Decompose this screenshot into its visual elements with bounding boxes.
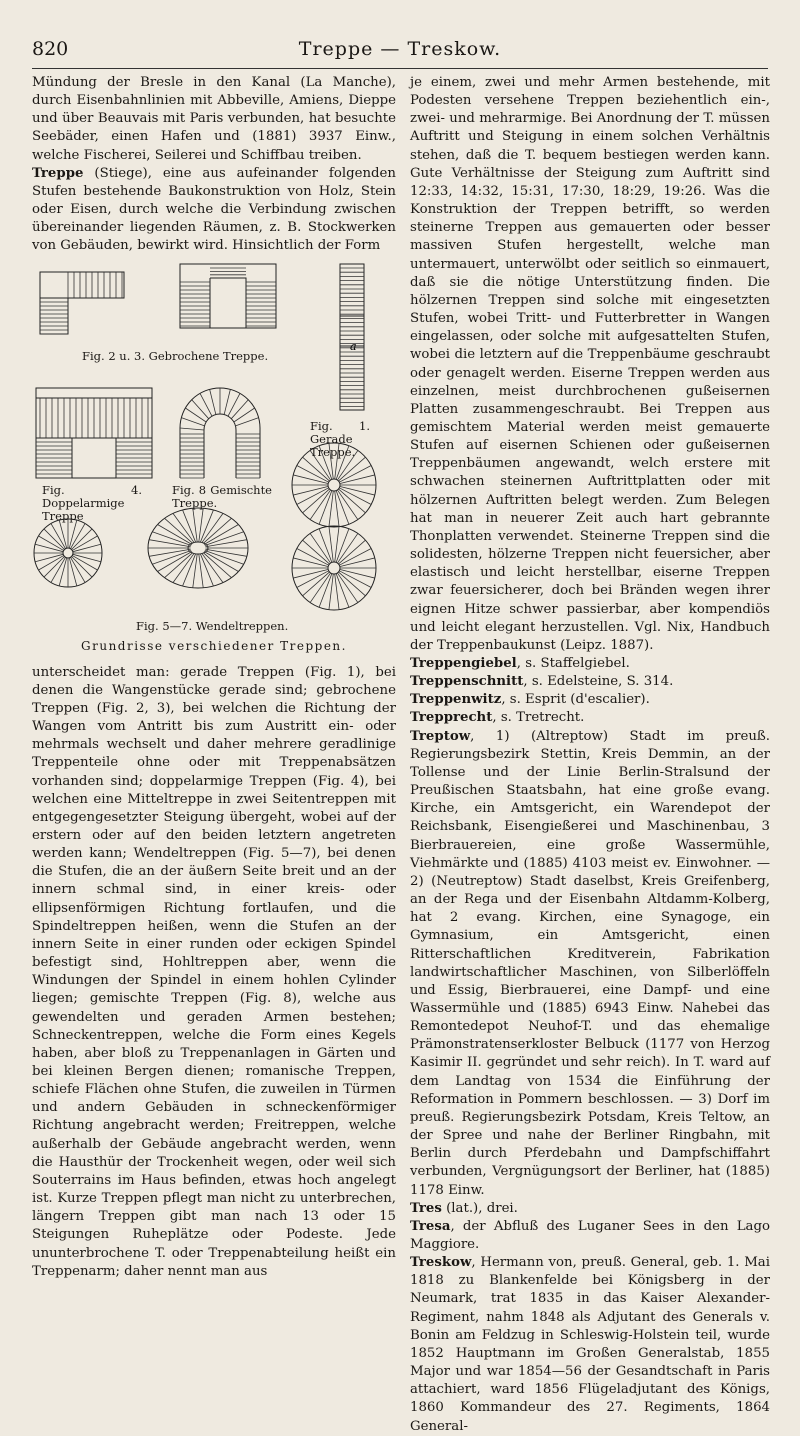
headword: Treppenwitz: [410, 692, 502, 708]
left-column: [32, 74, 396, 1281]
entry-treppe: [32, 165, 396, 256]
entry-text: , Hermann von, preuß. General, geb. 1. Mai 1818 zu Blankenfelde bei Königsberg in der Neumark, trat 1835 in das Kaiser Alexander-Regiment, nahm 1848 als Adjutant des Generals v. Bonin am Feldzug in Schleswig-Holstein teil, wurde 1852 Hauptmann im Großen Generalstab, 1855 Major und war 1854—56 der Gesandtschaft in Paris attachiert, ward 1856 Flügeladjutant des Königs, 1860 Kommandeur des 27. Regiments, 1864 General-: [410, 1255, 770, 1434]
header-rule: [32, 68, 768, 69]
paragraph: je einem, zwei und mehr Armen bestehende, mit Podesten versehene Treppen beziehentlich ein-, zwei- und mehrarmige. Bei Anordnung der T. müssen Auftritt und Steigung in einem solchen Verhältnis stehen, daß die T. bequem bestiegen werden kann. Gute Verhältnisse der Steigung zum Auftritt sind 12:33, 14:32, 15:31, 17:30, 18:29, 19:26. Was die Konstruktion der Treppen betrifft, so werden steinerne Treppen aus gemauerten oder besser massiven Stufen hergestellt, welche man untermauert, unterwölbt oder seitlich so einmauert, daß sie die nötige Unterstützung finden. Die hölzernen Treppen sind solche mit eingesetzten Stufen, wobei Tritt- und Futterbretter in Wangen eingelassen, oder solche mit aufgesattelten Stufen, wobei die letztern auf die Treppenbäume geschraubt oder genagelt werden. Eiserne Treppen werden aus einzelnen, meist durchbrochenen gußeisernen Platten zusammengeschraubt. Bei Treppen aus gemischtem Material werden meist gemauerte Stufen auf eisernen Schienen oder gußeisernen Treppenbäumen angewandt, welch erstere mit schwachen steinernen Auftrittplatten oder mit hölzernen Auftritten belegt werden. Zum Belegen hat man in neuerer Zeit auch hart gebrannte Thonplatten verwendet. Steinerne Treppen sind die solidesten, hölzerne Treppen nicht feuersicher, aber elastisch und leicht herstellbar, eiserne Treppen zwar feuersicherer, doch bei Bränden wegen ihrer eignen Hitze schwer passierbar, aber kompendiös und leicht elegant herzustellen. Vgl. Nix, Handbuch der Treppenbaukunst (Leipz. 1887).: [410, 75, 770, 653]
entry: [410, 1218, 770, 1254]
entry-text: , s. Tretrecht.: [492, 710, 585, 726]
entry: [410, 673, 770, 691]
right-column: [410, 74, 770, 1436]
caption-fig1: Fig. 1. Gerade Treppe.: [310, 418, 370, 459]
entry: [410, 1200, 770, 1218]
paragraph: unterscheidet man: gerade Treppen (Fig. 1), bei denen die Wangenstücke gerade sind; gebrochene Treppen (Fig. 2, 3), bei welchen die Richtung der Wangen vom Antritt bis zum Austritt ein- oder mehrmals wechselt und daher mehrere geradlinige Treppenteile ohne oder mit Treppenabsätzen vorhanden sind; doppelarmige Treppen (Fig. 4), bei welchen eine Mitteltreppe in zwei Seitentreppen mit entgegengesetzter Steigung übergeht, wobei auf der erstern oder auf den beiden letztern angetreten werden kann; Wendeltreppen (Fig. 5—7), bei denen die Stufen, die an der äußern Seite breit und an der innern schmal sind, in einer kreis- oder ellipsenförmigen Richtung fortlaufen, und die Spindeltreppen heißen, wenn die Stufen an der innern Seite in einer runden oder eckigen Spindel befestigt sind, Hohltreppen aber, wenn die Windungen der Spindel in einem hohlen Cylinder liegen; gemischte Treppen (Fig. 8), welche aus gewendelten und geraden Armen bestehen; Schneckentreppen, welche die Form eines Kegels haben, aber bloß zu Treppenanlagen in Gärten und bei kleinen Bergen dienen; romanische Treppen, schiefe Flächen ohne Stufen, die zuweilen in Türmen und andern Gebäuden in schneckenförmiger Richtung angebracht werden; Freitreppen, welche außerhalb der Gebäude angebracht werden, wenn die Hausthür der Trockenheit wegen, oder weil sich Souterrains im Haus befinden, etwas hoch angelegt ist. Kurze Treppen pflegt man nicht zu unterbrechen, längern Treppen gibt man nach 13 oder 15 Steigungen Ruheplätze oder Podeste. Jede ununterbrochene T. oder Treppenabteilung heißt ein Treppenarm; daher nennt man aus: [32, 664, 396, 1279]
headword: Treskow: [410, 1255, 472, 1271]
entry-text: , s. Staffelgiebel.: [516, 656, 630, 671]
entry-text: (Stiege), eine aus aufeinander folgenden Stufen bestehende Baukonstruktion von Holz, Stein oder Eisen, durch welche die Verbindung zwischen übereinander liegenden Räumen, z. B. Stockwerken von Gebäuden, bewirkt wird. Hinsichtlich der Form: [32, 165, 396, 254]
figure-title: Grundrisse verschiedener Treppen.: [81, 639, 347, 654]
page-header: [32, 38, 768, 68]
paragraph: Mündung der Bresle in den Kanal (La Manche), durch Eisenbahnlinien mit Abbeville, Amiens, Dieppe und über Beauvais mit Paris verbunden, hat besuchte Seebäder, einen Hafen und (1881) 3937 Einw., welche Fischerei, Seilerei und Schiffbau treiben.: [32, 75, 396, 163]
stair-plans-figure: [32, 258, 396, 658]
running-title: Treppe — Treskow.: [298, 38, 502, 60]
entry: [410, 728, 770, 1200]
caption-fig2-3: Fig. 2 u. 3. Gebrochene Treppe.: [82, 348, 269, 363]
caption-fig5-7: Fig. 5—7. Wendeltreppen.: [136, 618, 289, 633]
entry: [410, 709, 770, 727]
headword: Tres: [410, 1200, 442, 1216]
entry-text: , 1) (Altreptow) Stadt im preuß. Regierungsbezirk Stettin, Kreis Demmin, an der Tollense und der Linie Berlin-Stralsund der Preußischen Staatsbahn, hat eine große evang. Kirche, ein Amtsgericht, ein Warendepot der Reichsbank, Eisengießerei und Maschinenbau, 3 Bierbrauereien, eine große Wassermühle, Viehmärkte und (1885) 4103 meist ev. Einwohner. — 2) (Neutreptow) Stadt daselbst, Kreis Greifenberg, an der Rega und der Eisenbahn Altdamm-Kolberg, hat 2 evang. Kirchen, eine Synagoge, ein Gymnasium, ein Amtsgericht, einen Ritterschaftlichen Kreditverein, Fabrikation landwirtschaftlicher Maschinen, von Silberlöffeln und Essig, Bierbrauerei, eine Dampf- und eine Wassermühle und (1885) 6943 Einw. Nahebei das Remontedepot Neuhof-T. und das ehemalige Prämonstratenserkloster Belbuck (1177 von Herzog Kasimir II. gegründet und sehr reich). In T. ward auf dem Landtag von 1534 die Einführung der Reformation in Pommern beschlossen. — 3) Dorf im preuß. Regierungsbezirk Potsdam, Kreis Teltow, an der Spree und nahe der Berliner Ringbahn, mit Berlin durch Pferdebahn und Dampfschiffahrt verbunden, Vergnügungsort der Berliner, hat (1885) 1178 Einw.: [410, 728, 770, 1198]
caption-fig4: Fig. 4. Doppelarmige Treppe: [42, 482, 142, 523]
entry: [410, 1254, 770, 1436]
page-number: 820: [32, 38, 69, 60]
entry-text: , der Abfluß des Luganer Sees in den Lago Maggiore.: [410, 1218, 770, 1252]
headword: Treptow: [410, 728, 471, 744]
headword: Trepprecht: [410, 710, 493, 726]
headword: Treppenschnitt: [410, 674, 524, 690]
entry-text: , s. Esprit (d'escalier).: [501, 692, 650, 708]
entry: [410, 655, 770, 673]
entry: [410, 691, 770, 709]
headword: Treppe: [32, 165, 84, 181]
fig1-label-a: a: [350, 339, 357, 353]
headword: Tresa: [410, 1218, 451, 1234]
caption-fig8: Fig. 8 Gemischte Treppe.: [172, 482, 272, 510]
headword: Treppengiebel: [410, 656, 517, 671]
entry-text: , s. Edelsteine, S. 314.: [523, 674, 674, 690]
entry-text: (lat.), drei.: [441, 1200, 518, 1216]
